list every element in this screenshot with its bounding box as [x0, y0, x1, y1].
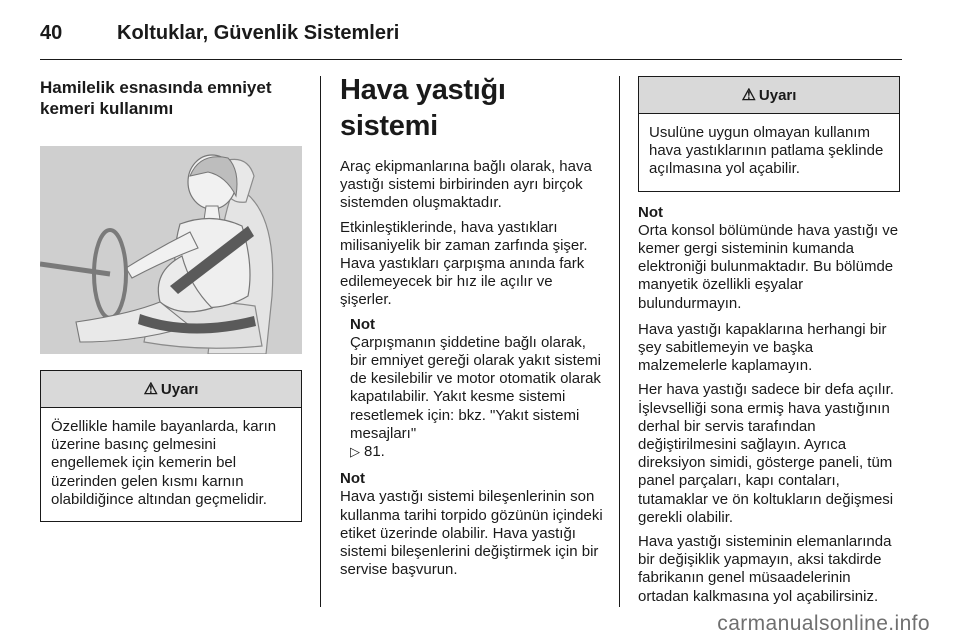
paragraph-cover-warning: Hava yastığı kapaklarına herhangi bir şey sabitlemeyin ve başka malzemelerle kaplamayın. [638, 320, 887, 375]
note-text: Hava yastığı sistemi bileşenlerinin son kullanma tarihi torpido gözünün içindeki etiket üzerinde olabilir. Hava yastığı sistemi bileşenlerini değiştirmek için bir servise başvurun. [340, 488, 603, 579]
paragraph-airbag-inflation: Etkinleştiklerinde, hava yastıkları milisaniyelik bir zaman zarfında şişer. Hava yastıkları çarpışma anında fark edilemeyecek bir hız ile açılır ve şişerler. [340, 218, 588, 309]
note-label: Not [350, 315, 375, 333]
page-number: 40 [40, 22, 63, 44]
warning-label: Uyarı [758, 86, 797, 104]
note-control-electronics [638, 204, 900, 313]
left-column [40, 70, 302, 522]
pregnant-woman-seatbelt-illustration [40, 146, 302, 354]
warning-header [41, 371, 301, 408]
page-reference-arrow-icon: ▷ [350, 445, 360, 461]
section-title-airbag-system: Hava yastığı sistemi [340, 74, 506, 142]
note-text: Orta konsol bölümünde hava yastığı ve kemer gergi sisteminin kumanda elektroniği bulunmaktadır. Bu bölümde manyetik özellikli eşyalar bulundurmayın. [638, 221, 899, 312]
page-reference-link[interactable]: 81. [364, 443, 385, 461]
page-header [0, 0, 960, 60]
note-fuel-cutoff-text: Çarpışmanın şiddetine bağlı olarak, bir emniyet gereği olarak yakıt sistemi de kesilebilir ve motor otomatik olarak kapatılabilir. Yakıt kesme sistemi resetlemek için: bkz. "Yakıt sistemi mesajları" [350, 333, 601, 442]
note-fuel-cutoff [340, 316, 603, 463]
right-column [638, 76, 900, 612]
column-divider-left [320, 76, 321, 607]
note-label: Not [638, 203, 663, 221]
note-component-expiry [340, 470, 603, 579]
page-title: Koltuklar, Güvenlik Sistemleri [117, 22, 400, 44]
middle-column [340, 70, 603, 587]
warning-header [639, 77, 899, 114]
warning-text: Usulüne uygun olmayan kullanım hava yastıklarının patlama şeklinde açılmasına yol açabilir. [649, 124, 884, 178]
paragraph-no-modification: Hava yastığı sisteminin elemanlarında bir değişiklik yapmayın, aksi takdirde fabrikanın genel müsaadelerinin ortadan kalkmasına yol açabilirsiniz. [638, 533, 892, 605]
section-title-pregnancy-belt: Hamilelik esnasında emniyet kemeri kullanımı [40, 78, 272, 118]
improper-use-warning-box [638, 76, 900, 192]
header-divider [40, 59, 902, 60]
warning-text: Özellikle hamile bayanlarda, karın üzerine basınç gelmesini engellemek için kemerin bel üzerinden gelen kısmı karnın olabildiğince altından geçmelidir. [51, 418, 277, 508]
watermark: carmanualsonline.info [717, 612, 930, 635]
note-text [350, 334, 603, 462]
warning-triangle-icon: ⚠ [143, 381, 158, 398]
paragraph-airbag-intro: Araç ekipmanlarına bağlı olarak, hava yastığı sistemi birbirinden ayrı birçok sistemden oluşmaktadır. [340, 158, 592, 212]
warning-triangle-icon: ⚠ [741, 87, 756, 104]
column-divider-right [619, 76, 620, 607]
paragraph-single-deploy: Her hava yastığı sadece bir defa açılır. İşlevselliği sona ermiş hava yastığının derhal bir servis tarafından değiştirilmesini sağlayın. Ayrıca direksiyon simidi, gösterge paneli, tüm panel parçaları, kapı contaları, tutamaklar ve ön koltukların değişmesi gerekli olabilir. [638, 381, 894, 526]
warning-label: Uyarı [160, 380, 199, 398]
note-label: Not [340, 470, 365, 488]
pregnancy-warning-box [40, 370, 302, 522]
seatbelt-illustration-image [40, 146, 302, 354]
